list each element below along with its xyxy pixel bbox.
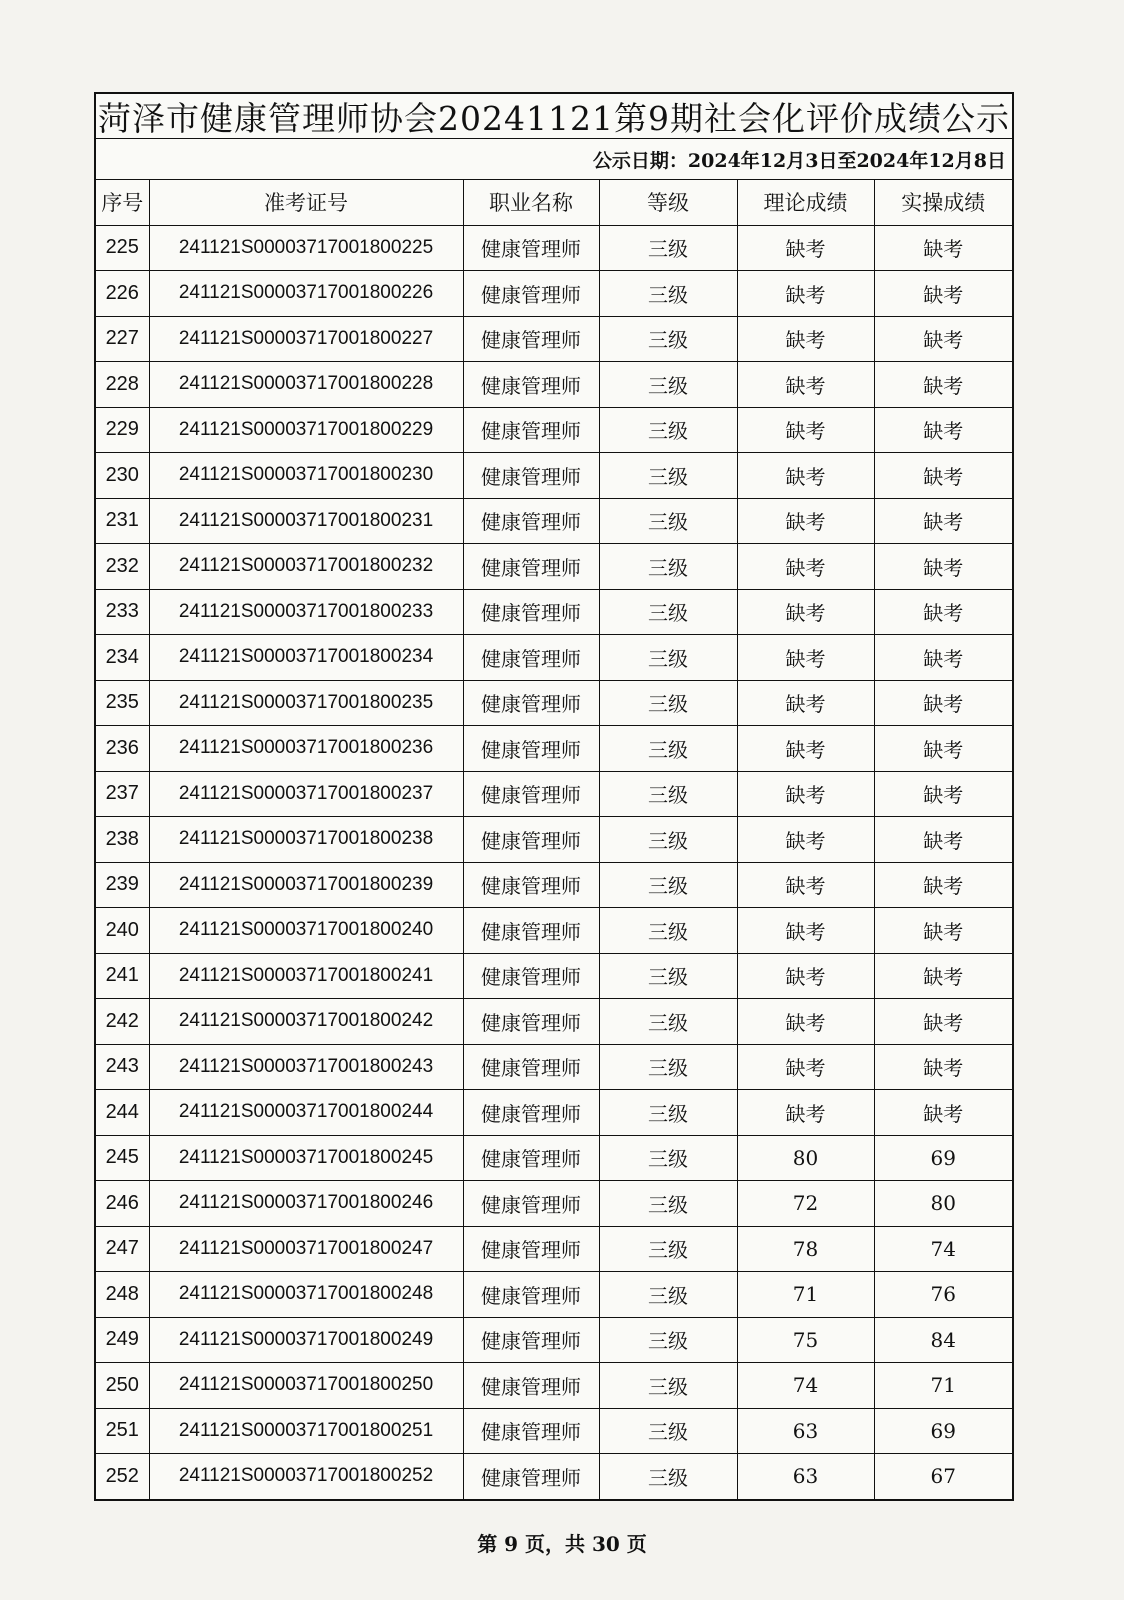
cell-practical-score: 缺考 — [874, 726, 1012, 772]
table-row — [96, 908, 1012, 954]
cell-level: 三级 — [599, 271, 737, 317]
cell-seq: 249 — [96, 1317, 149, 1363]
cell-exam-id: 241121S00003717001800241 — [149, 953, 463, 999]
table-row — [96, 862, 1012, 908]
cell-theory-score: 缺考 — [737, 271, 874, 317]
table-row — [96, 407, 1012, 453]
cell-level: 三级 — [599, 1272, 737, 1318]
cell-occupation: 健康管理师 — [463, 407, 599, 453]
table-row — [96, 817, 1012, 863]
cell-seq: 235 — [96, 680, 149, 726]
cell-seq: 233 — [96, 589, 149, 635]
table-row — [96, 1226, 1012, 1272]
cell-exam-id: 241121S00003717001800238 — [149, 817, 463, 863]
cell-level: 三级 — [599, 407, 737, 453]
cell-seq: 225 — [96, 225, 149, 271]
cell-theory-score: 缺考 — [737, 453, 874, 499]
cell-exam-id: 241121S00003717001800246 — [149, 1181, 463, 1227]
cell-occupation: 健康管理师 — [463, 1090, 599, 1136]
table-row — [96, 1317, 1012, 1363]
table-row — [96, 771, 1012, 817]
cell-exam-id: 241121S00003717001800252 — [149, 1454, 463, 1499]
table-row — [96, 1272, 1012, 1318]
cell-practical-score: 缺考 — [874, 362, 1012, 408]
cell-level: 三级 — [599, 544, 737, 590]
cell-exam-id: 241121S00003717001800231 — [149, 498, 463, 544]
cell-theory-score: 80 — [737, 1135, 874, 1181]
cell-seq: 246 — [96, 1181, 149, 1227]
cell-exam-id: 241121S00003717001800242 — [149, 999, 463, 1045]
cell-level: 三级 — [599, 1044, 737, 1090]
cell-theory-score: 缺考 — [737, 1044, 874, 1090]
cell-level: 三级 — [599, 817, 737, 863]
cell-practical-score: 缺考 — [874, 498, 1012, 544]
cell-practical-score: 缺考 — [874, 908, 1012, 954]
cell-occupation: 健康管理师 — [463, 862, 599, 908]
cell-exam-id: 241121S00003717001800251 — [149, 1408, 463, 1454]
cell-occupation: 健康管理师 — [463, 726, 599, 772]
table-row — [96, 589, 1012, 635]
table-row — [96, 544, 1012, 590]
cell-seq: 242 — [96, 999, 149, 1045]
cell-level: 三级 — [599, 225, 737, 271]
cell-seq: 251 — [96, 1408, 149, 1454]
cell-level: 三级 — [599, 1090, 737, 1136]
table-header-row — [96, 180, 1012, 225]
cell-exam-id: 241121S00003717001800243 — [149, 1044, 463, 1090]
header-exam-id: 准考证号 — [149, 180, 463, 225]
cell-theory-score: 缺考 — [737, 862, 874, 908]
cell-exam-id: 241121S00003717001800249 — [149, 1317, 463, 1363]
table-row — [96, 1135, 1012, 1181]
cell-level: 三级 — [599, 953, 737, 999]
cell-exam-id: 241121S00003717001800234 — [149, 635, 463, 681]
results-sheet — [94, 92, 1014, 1501]
cell-practical-score: 缺考 — [874, 316, 1012, 362]
header-practical-score: 实操成绩 — [874, 180, 1012, 225]
cell-seq: 231 — [96, 498, 149, 544]
document-title: 菏泽市健康管理师协会20241121第9期社会化评价成绩公示 — [96, 94, 1012, 139]
cell-practical-score: 缺考 — [874, 1044, 1012, 1090]
cell-occupation: 健康管理师 — [463, 953, 599, 999]
cell-occupation: 健康管理师 — [463, 999, 599, 1045]
table-row — [96, 498, 1012, 544]
cell-seq: 245 — [96, 1135, 149, 1181]
cell-level: 三级 — [599, 635, 737, 681]
cell-level: 三级 — [599, 453, 737, 499]
cell-occupation: 健康管理师 — [463, 817, 599, 863]
cell-theory-score: 缺考 — [737, 999, 874, 1045]
cell-practical-score: 缺考 — [874, 680, 1012, 726]
header-theory-score: 理论成绩 — [737, 180, 874, 225]
cell-occupation: 健康管理师 — [463, 635, 599, 681]
cell-level: 三级 — [599, 1181, 737, 1227]
table-row — [96, 316, 1012, 362]
cell-seq: 247 — [96, 1226, 149, 1272]
cell-level: 三级 — [599, 771, 737, 817]
cell-theory-score: 71 — [737, 1272, 874, 1318]
cell-level: 三级 — [599, 1226, 737, 1272]
table-row — [96, 362, 1012, 408]
cell-seq: 243 — [96, 1044, 149, 1090]
cell-theory-score: 缺考 — [737, 680, 874, 726]
cell-occupation: 健康管理师 — [463, 1363, 599, 1409]
cell-occupation: 健康管理师 — [463, 1181, 599, 1227]
cell-seq: 252 — [96, 1454, 149, 1499]
cell-theory-score: 缺考 — [737, 225, 874, 271]
cell-exam-id: 241121S00003717001800230 — [149, 453, 463, 499]
results-table — [96, 180, 1012, 1499]
cell-level: 三级 — [599, 908, 737, 954]
cell-practical-score: 缺考 — [874, 271, 1012, 317]
cell-practical-score: 缺考 — [874, 1090, 1012, 1136]
cell-exam-id: 241121S00003717001800228 — [149, 362, 463, 408]
cell-theory-score: 缺考 — [737, 1090, 874, 1136]
cell-exam-id: 241121S00003717001800232 — [149, 544, 463, 590]
cell-theory-score: 缺考 — [737, 316, 874, 362]
cell-practical-score: 69 — [874, 1135, 1012, 1181]
cell-theory-score: 63 — [737, 1408, 874, 1454]
cell-theory-score: 缺考 — [737, 407, 874, 453]
cell-practical-score: 缺考 — [874, 225, 1012, 271]
cell-seq: 227 — [96, 316, 149, 362]
cell-occupation: 健康管理师 — [463, 1135, 599, 1181]
cell-practical-score: 缺考 — [874, 453, 1012, 499]
cell-practical-score: 76 — [874, 1272, 1012, 1318]
cell-occupation: 健康管理师 — [463, 680, 599, 726]
cell-exam-id: 241121S00003717001800226 — [149, 271, 463, 317]
cell-seq: 238 — [96, 817, 149, 863]
cell-exam-id: 241121S00003717001800236 — [149, 726, 463, 772]
cell-seq: 236 — [96, 726, 149, 772]
cell-practical-score: 74 — [874, 1226, 1012, 1272]
cell-theory-score: 缺考 — [737, 817, 874, 863]
header-seq: 序号 — [96, 180, 149, 225]
cell-level: 三级 — [599, 362, 737, 408]
header-occupation: 职业名称 — [463, 180, 599, 225]
table-row — [96, 1181, 1012, 1227]
cell-exam-id: 241121S00003717001800244 — [149, 1090, 463, 1136]
cell-level: 三级 — [599, 862, 737, 908]
table-row — [96, 225, 1012, 271]
cell-theory-score: 缺考 — [737, 635, 874, 681]
cell-exam-id: 241121S00003717001800235 — [149, 680, 463, 726]
cell-level: 三级 — [599, 680, 737, 726]
cell-level: 三级 — [599, 498, 737, 544]
cell-practical-score: 缺考 — [874, 999, 1012, 1045]
cell-occupation: 健康管理师 — [463, 498, 599, 544]
cell-exam-id: 241121S00003717001800245 — [149, 1135, 463, 1181]
cell-level: 三级 — [599, 1363, 737, 1409]
cell-practical-score: 84 — [874, 1317, 1012, 1363]
table-row — [96, 1363, 1012, 1409]
table-row — [96, 1454, 1012, 1499]
cell-occupation: 健康管理师 — [463, 589, 599, 635]
cell-theory-score: 缺考 — [737, 498, 874, 544]
cell-seq: 240 — [96, 908, 149, 954]
table-row — [96, 1408, 1012, 1454]
cell-practical-score: 缺考 — [874, 407, 1012, 453]
cell-theory-score: 78 — [737, 1226, 874, 1272]
cell-theory-score: 缺考 — [737, 771, 874, 817]
cell-practical-score: 缺考 — [874, 771, 1012, 817]
cell-level: 三级 — [599, 726, 737, 772]
table-row — [96, 271, 1012, 317]
cell-occupation: 健康管理师 — [463, 1272, 599, 1318]
cell-theory-score: 63 — [737, 1454, 874, 1499]
cell-theory-score: 缺考 — [737, 544, 874, 590]
cell-seq: 241 — [96, 953, 149, 999]
cell-theory-score: 缺考 — [737, 726, 874, 772]
cell-level: 三级 — [599, 1454, 737, 1499]
cell-occupation: 健康管理师 — [463, 453, 599, 499]
cell-exam-id: 241121S00003717001800227 — [149, 316, 463, 362]
cell-exam-id: 241121S00003717001800247 — [149, 1226, 463, 1272]
cell-seq: 234 — [96, 635, 149, 681]
cell-seq: 237 — [96, 771, 149, 817]
cell-practical-score: 缺考 — [874, 544, 1012, 590]
cell-occupation: 健康管理师 — [463, 1317, 599, 1363]
cell-level: 三级 — [599, 1135, 737, 1181]
cell-practical-score: 缺考 — [874, 817, 1012, 863]
cell-seq: 248 — [96, 1272, 149, 1318]
table-row — [96, 953, 1012, 999]
publish-date: 公示日期：2024年12月3日至2024年12月8日 — [96, 139, 1012, 180]
cell-practical-score: 69 — [874, 1408, 1012, 1454]
cell-theory-score: 缺考 — [737, 953, 874, 999]
cell-practical-score: 缺考 — [874, 635, 1012, 681]
cell-theory-score: 缺考 — [737, 362, 874, 408]
cell-seq: 239 — [96, 862, 149, 908]
cell-level: 三级 — [599, 1408, 737, 1454]
cell-seq: 226 — [96, 271, 149, 317]
table-row — [96, 680, 1012, 726]
cell-practical-score: 缺考 — [874, 953, 1012, 999]
cell-seq: 229 — [96, 407, 149, 453]
cell-theory-score: 72 — [737, 1181, 874, 1227]
cell-occupation: 健康管理师 — [463, 225, 599, 271]
cell-seq: 228 — [96, 362, 149, 408]
cell-practical-score: 缺考 — [874, 862, 1012, 908]
cell-exam-id: 241121S00003717001800239 — [149, 862, 463, 908]
cell-exam-id: 241121S00003717001800240 — [149, 908, 463, 954]
cell-occupation: 健康管理师 — [463, 1408, 599, 1454]
page-footer: 第 9 页，共 30 页 — [477, 1532, 647, 1556]
cell-occupation: 健康管理师 — [463, 1226, 599, 1272]
cell-level: 三级 — [599, 1317, 737, 1363]
table-row — [96, 726, 1012, 772]
cell-level: 三级 — [599, 999, 737, 1045]
cell-exam-id: 241121S00003717001800248 — [149, 1272, 463, 1318]
cell-occupation: 健康管理师 — [463, 1044, 599, 1090]
cell-occupation: 健康管理师 — [463, 544, 599, 590]
cell-exam-id: 241121S00003717001800229 — [149, 407, 463, 453]
cell-exam-id: 241121S00003717001800237 — [149, 771, 463, 817]
cell-exam-id: 241121S00003717001800225 — [149, 225, 463, 271]
table-row — [96, 1044, 1012, 1090]
cell-theory-score: 缺考 — [737, 589, 874, 635]
cell-practical-score: 67 — [874, 1454, 1012, 1499]
cell-seq: 244 — [96, 1090, 149, 1136]
cell-occupation: 健康管理师 — [463, 316, 599, 362]
cell-seq: 250 — [96, 1363, 149, 1409]
cell-seq: 230 — [96, 453, 149, 499]
cell-theory-score: 74 — [737, 1363, 874, 1409]
cell-occupation: 健康管理师 — [463, 362, 599, 408]
cell-practical-score: 80 — [874, 1181, 1012, 1227]
cell-occupation: 健康管理师 — [463, 771, 599, 817]
table-row — [96, 999, 1012, 1045]
cell-practical-score: 缺考 — [874, 589, 1012, 635]
table-row — [96, 453, 1012, 499]
table-row — [96, 1090, 1012, 1136]
cell-exam-id: 241121S00003717001800250 — [149, 1363, 463, 1409]
table-row — [96, 635, 1012, 681]
cell-practical-score: 71 — [874, 1363, 1012, 1409]
cell-occupation: 健康管理师 — [463, 271, 599, 317]
cell-level: 三级 — [599, 589, 737, 635]
cell-seq: 232 — [96, 544, 149, 590]
cell-theory-score: 75 — [737, 1317, 874, 1363]
cell-exam-id: 241121S00003717001800233 — [149, 589, 463, 635]
cell-level: 三级 — [599, 316, 737, 362]
cell-occupation: 健康管理师 — [463, 1454, 599, 1499]
cell-occupation: 健康管理师 — [463, 908, 599, 954]
cell-theory-score: 缺考 — [737, 908, 874, 954]
header-level: 等级 — [599, 180, 737, 225]
